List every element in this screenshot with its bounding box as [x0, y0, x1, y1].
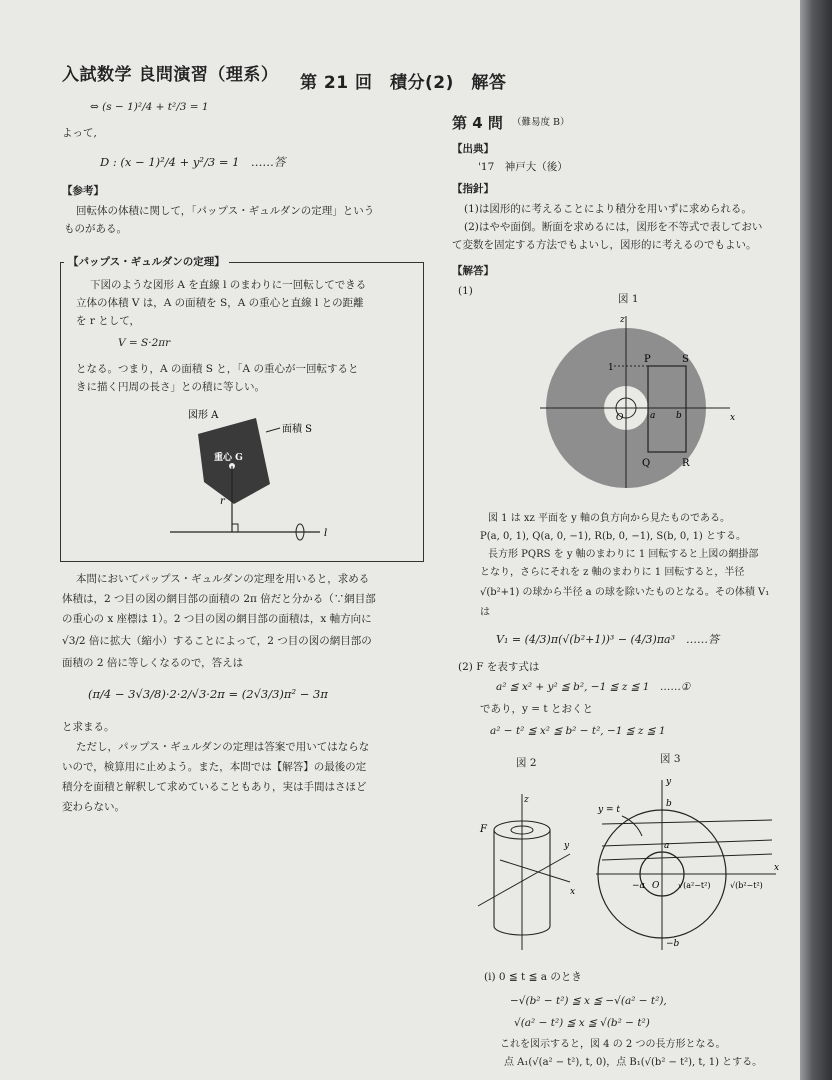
figure-2-caption: 図 2: [516, 757, 537, 769]
figure-1: [530, 312, 740, 492]
label-l: l: [324, 528, 328, 539]
para-line-4: √3/2 倍に拡大（縮小）することによって，2 つ目の図の網目部の: [62, 635, 372, 647]
box-line-1: 下図のような図形 A を直線 l のまわりに一回転してできる: [90, 279, 367, 291]
label-r: r: [220, 496, 225, 507]
equation-s-t: ⇔ (s − 1)²/4 + t²/3 = 1: [90, 101, 209, 113]
label-centroid-G: 重心 G: [214, 453, 243, 463]
box-line-5: きに描く円周の長さ」との積に等しい。: [76, 381, 265, 393]
fig1-label-1: 1: [608, 363, 614, 373]
fig3-label-neg-a: −a: [632, 881, 645, 891]
box-title: 【パップス・ギュルダンの定理】: [64, 254, 229, 269]
fig2-label-F: F: [480, 824, 487, 835]
fig1-label-x: x: [730, 413, 736, 423]
solution-heading: 【解答】: [452, 265, 494, 277]
para2-line-2: ただし，パップス・ギュルダンの定理は答案で用いてはならな: [76, 741, 370, 753]
sanko-line-1: 回転体の体積に関して，「パップス・ギュルダンの定理」という: [76, 205, 375, 217]
fig1-label-a: a: [650, 411, 656, 421]
hint-line-3: て変数を固定する方法でもよいし，図形的に考えるのでもよい。: [452, 239, 757, 251]
line-y-t-3: [602, 840, 772, 846]
fig3-label-yt: y = t: [598, 805, 620, 815]
answer-equation: (π/4 − 3√3/8)·2·2/√3·2π = (2√3/3)π² − 3π: [88, 687, 328, 701]
fig1-label-P: P: [644, 354, 651, 365]
fig2-label-x: x: [570, 887, 576, 897]
fig1-label-R: R: [682, 458, 690, 469]
hint-line-1: (1)は図形的に考えることにより積分を用いずに求められる。: [464, 203, 752, 215]
source-text: '17 神戸大（後）: [478, 161, 568, 173]
sanko-line-2: ものがある。: [64, 223, 127, 235]
figure-3: [596, 770, 786, 960]
box-line-4: となる。つまり，A の面積 S と，「A の重心が一回転すると: [76, 363, 359, 375]
para-line-2: 体積は，2 つ目の図の網目部の面積の 2π 倍だと分かる（∵網目部: [62, 593, 376, 605]
source-heading: 【出典】: [452, 143, 494, 155]
sanko-heading: 【参考】: [62, 185, 104, 197]
part-2-label: (2) F を表す式は: [458, 661, 540, 673]
desc-line-6: は: [480, 607, 490, 618]
fig1-label-b: b: [676, 411, 682, 421]
hint-heading: 【指針】: [452, 183, 494, 195]
header-left: 入試数学 良問演習（理系）: [62, 65, 279, 85]
difficulty: （難易度 B）: [512, 117, 570, 128]
figure-3-caption: 図 3: [660, 753, 681, 765]
para-line-1: 本問においてパップス・ギュルダンの定理を用いると，求める: [76, 573, 370, 585]
para2-line-3: いので，検算用に止めよう。また，本問では【解答】の最後の定: [62, 761, 367, 773]
case-i-line-1: −√(b² − t²) ≦ x ≦ −√(a² − t²),: [510, 995, 667, 1007]
part-1-label: (1): [458, 285, 473, 297]
fig1-label-Q: Q: [642, 458, 651, 469]
figure-1-caption: 図 1: [618, 293, 639, 305]
desc-line-2: P(a, 0, 1), Q(a, 0, −1), R(b, 0, −1), S(b, 0, 1) とする。: [480, 531, 747, 542]
desc-line-1: 図 1 は xz 平面を y 軸の負方向から見たものである。: [488, 513, 730, 524]
box-formula: V = S·2πr: [118, 337, 171, 349]
header-right: 第 21 回 積分(2) 解答: [300, 73, 507, 93]
case-i-heading: (i) 0 ≦ t ≦ a のとき: [484, 971, 582, 983]
fig1-label-O: O: [616, 413, 624, 423]
line-y-t-2: [602, 854, 772, 860]
box-line-3: を r として，: [76, 315, 140, 327]
desc-line-4: となり，さらにそれを z 軸のまわりに 1 回転すると，半径: [480, 567, 745, 578]
label-area-S: 面積 S: [282, 424, 313, 435]
fig3-label-b: b: [666, 799, 672, 809]
leader-y-t: [622, 816, 642, 836]
fig3-label-y: y: [666, 777, 672, 787]
inequality-2: a² − t² ≦ x² ≦ b² − t², −1 ≦ z ≦ 1: [490, 725, 666, 737]
fig1-label-z: z: [620, 315, 625, 325]
leader-line: [266, 428, 280, 432]
fig2-y-axis: [478, 854, 570, 906]
para2-line-5: 変わらない。: [62, 801, 125, 813]
fig3-label-x: x: [774, 863, 780, 873]
inequality-text: であり，y = t とおくと: [480, 703, 593, 715]
para2-line-4: 積分を面積と解釈して求めていることもあり，実は手間はさほど: [62, 781, 367, 793]
inequality-1: a² ≦ x² + y² ≦ b², −1 ≦ z ≦ 1 ……①: [496, 681, 691, 693]
equation-D: D : (x − 1)²/4 + y²/3 = 1 ……答: [100, 155, 286, 169]
para-line-3: の重心の x 座標は 1）。2 つ目の図の網目部の面積は，x 軸方向に: [62, 613, 372, 625]
fig3-label-root-b: √(b²−t²): [730, 881, 763, 890]
para-line-5: 面積の 2 倍に等しくなるので，答えは: [62, 657, 244, 669]
box-line-2: 立体の体積 V は，A の面積を S，A の重心と直線 l との距離: [76, 297, 364, 309]
fig3-label-a: a: [664, 841, 670, 851]
problem-number: 第 4 問: [452, 114, 503, 132]
desc-line-3: 長方形 PQRS を y 軸のまわりに 1 回転すると上図の網掛部: [488, 549, 759, 560]
fig1-label-S: S: [682, 354, 689, 365]
fig2-label-y: y: [564, 841, 570, 851]
fig3-label-root-a: √(a²−t²): [678, 881, 711, 890]
label-shape-A: 図形 A: [188, 410, 219, 421]
right-angle-mark: [232, 524, 238, 532]
case-i-line-4: 点 A₁(√(a² − t²), t, 0)，点 B₁(√(b² − t²), t, 1) とする。: [504, 1057, 763, 1068]
fig2-x-axis: [500, 860, 570, 882]
case-i-line-3: これを図示すると，図 4 の 2 つの長方形となる。: [500, 1039, 726, 1050]
fig3-label-O: O: [652, 881, 660, 891]
para2-line-1: と求まる。: [62, 721, 115, 733]
volume-V1: V₁ = (4/3)π(√(b²+1))³ − (4/3)πa³ ……答: [496, 633, 720, 646]
fig2-label-z: z: [524, 795, 529, 805]
hint-line-2: (2)はやや面倒。断面を求めるには，図形を不等式で表しておい: [464, 221, 763, 233]
fig3-label-neg-b: −b: [666, 939, 680, 949]
pappus-figure: [170, 408, 350, 548]
text-yotte: よって,: [62, 127, 97, 139]
case-i-line-2: √(a² − t²) ≦ x ≦ √(b² − t²): [514, 1017, 650, 1029]
book-binding-edge: [800, 0, 832, 1080]
figure-2: [470, 790, 590, 960]
desc-line-5: √(b²+1) の球から半径 a の球を除いたものとなる。その体積 V₁: [480, 587, 770, 598]
